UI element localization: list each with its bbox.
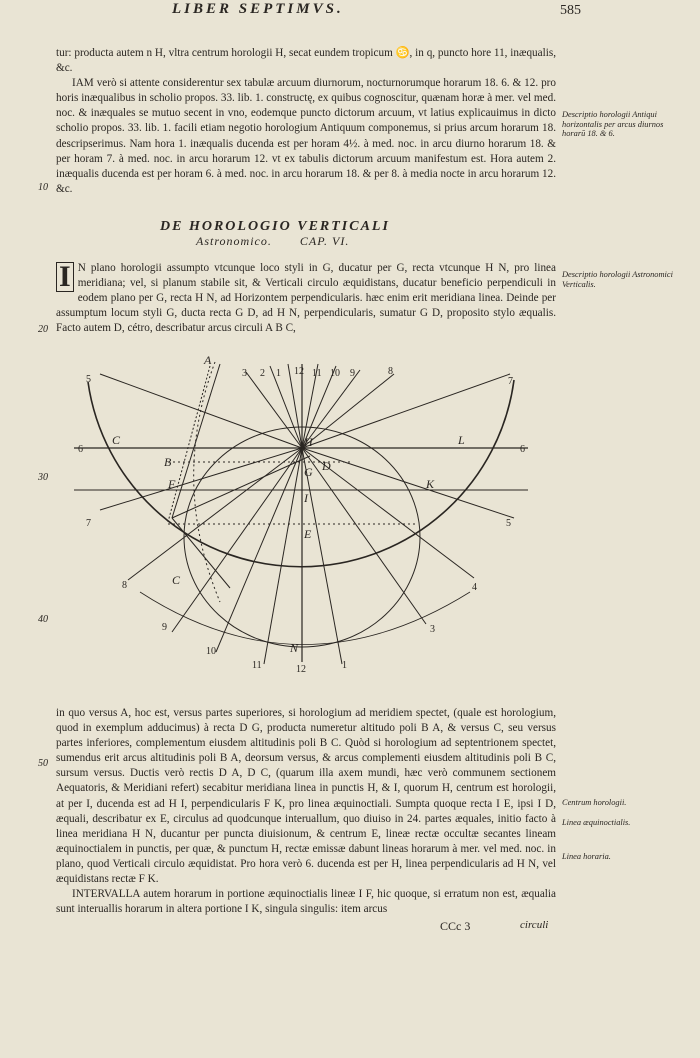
outer-arc <box>88 380 514 567</box>
section-title: DE HOROLOGIO VERTICALI <box>160 219 390 234</box>
label-g: G <box>304 465 313 479</box>
hour-label: 5 <box>86 374 91 385</box>
hour-label: 12 <box>296 664 306 675</box>
margin-note-2: Descriptio horologii Astronomici Verticalis. <box>562 270 673 289</box>
chapter-text: N plano horologii assumpto vtcunque loco styli in G, ducatur per G, recta vtcunque H N, pro linea meridiana; vel, si planum stabile sit, & Verticali circulo æquidistans, ducatur beneficio perpendiculi in eodem plano per G, recta H N, ad Horizontem perpendicularis. hæc enim erit meridiana linea. Deinde per assumptum locum styli G, ducta recta G D, ad H N, perpendicularis, sumatur G D, proposito stylo æqualis. Facto autem D, cétro, describatur arcus circuli A B C, <box>56 262 556 335</box>
hour-label: 1 <box>276 368 281 379</box>
page-number: 585 <box>560 3 581 18</box>
label-b: B <box>164 455 172 469</box>
hour-label: 3 <box>242 368 247 379</box>
hour-label: 4 <box>472 582 477 593</box>
label-l: L <box>458 433 465 447</box>
label-f: F <box>168 477 176 491</box>
hour-label: 6 <box>78 444 83 455</box>
line-number: 50 <box>38 758 48 769</box>
top-paragraph <box>56 46 556 197</box>
lower-paragraphs <box>56 706 556 917</box>
hour-label: 11 <box>312 368 322 379</box>
hour-label: 1 <box>342 660 347 671</box>
line-number: 20 <box>38 324 48 335</box>
margin-note-4: Linea æquinoctialis. <box>562 818 631 827</box>
chapter-paragraph <box>56 261 556 336</box>
arc-abc <box>194 362 220 602</box>
label-n: N <box>290 641 299 655</box>
margin-note-1: Descriptio horologii Antiqui horizontalis per arcus diurnos horarū 18. & 6. <box>562 110 664 139</box>
label-c-left: C <box>112 433 121 447</box>
margin-note-3: Centrum horologii. <box>562 798 627 807</box>
paragraph-in-quo: in quo versus A, hoc est, versus partes superiores, si horologium ad meridiem spectet, (quale est horologium, quod in exemplum adducimus) à recta D G, producta numeretur altitudo poli B A, & versus C, seu versus partes inferiores, complementum eiusdem altitudinis poli B C. Quòd si horologium ad septentrionem spectet, sumendus erit arcus altitudinis poli B A, deorsum versus, & arcus complementi eiusdem altitudinis poli B C, sursum versus. Ductis verò rectis D A, D C, (quarum illa axem mundi, hæc verò communem sectionem Aequatoris, & Meridiani refert) secabitur meridiana linea in punctis H, & I, quorum H, centrum est horologii, at per I, ducenda est ad H I, perpendicularis F K, pro linea æquinoctiali. Sumpta quoque recta I E, ipsi I D, æquali, describatur ex E, circulus ad quodcunque interuallum, quo diuiso in 24. partes æquales, initio facto à linea meridiana H N, ducantur per puncta diuisionum, & centrum E, lineæ rectæ occultæ secantes lineam æquinoctialem in punctis, per quæ, & punctum H, rectæ emissæ dabunt lineas horarum à mer. vel med. noc. in plano, quod Verticali circulo æquidistat. Pro hora verò 6. ducenda est per H, linea perpendicularis ad H N, vel æquidistans rectæ F K. <box>56 707 556 886</box>
label-d: D <box>322 459 331 473</box>
line-number: 30 <box>38 472 48 483</box>
paragraph-continuation: tur: producta autem n H, vltra centrum horologii H, secat eundem tropicum ♋, in q, puncto hore 11, inæqualis, &c. <box>56 47 556 75</box>
line-number: 10 <box>38 182 48 193</box>
signature-mark: CCc 3 <box>440 919 471 933</box>
paragraph-iam: IAM verò si attente considerentur sex tabulæ arcuum diurnorum, nocturnorumque horarum 18. 6. & 12. pro horis inæqualibus in scholio propos. 33. lib. 1. constructę, ex quibus cognoscitur, quænam horæ à mer. vel med. noc. & inæquales se mutuo secent in vno, eodemque puncto dictorum arcuum, vt latius explicauimus in dicto scholio propos. 33. lib. 1. facili etiam negotio horologium Antiquum componemus, si prius arcum horarum 18. descripserimus. Nam hora 1. inæqualis ducenda est per horam 4½. à med. noc. in arcu diurno horarum 18. & per horam 7. à med. noc. in arcu horarum 12. vt ex tabulis dictorum arcuum manifestum est. Hora autem 2. inæqualis ducenda est per horam 6. à med. noc. in arcu horarum 18. & per 8. à media nocte in arcu horarum 12. &c. <box>56 77 556 195</box>
label-k: K <box>426 477 435 491</box>
hour-label: 9 <box>350 368 355 379</box>
hour-label: 9 <box>162 622 167 633</box>
hour-label: 10 <box>206 646 216 657</box>
paragraph-intervalla: INTERVALLA autem horarum in portione æquinoctialis lineæ I F, hic quoque, si erratum non est, æqualia sunt interuallis horarum in altera portione I K, singula singulis: item arcus <box>56 888 556 916</box>
hour-label: 8 <box>388 366 393 377</box>
hour-label: 11 <box>252 660 262 671</box>
drop-capital: I <box>56 262 74 292</box>
hour-label: 7 <box>86 518 91 529</box>
hour-label: 8 <box>122 580 127 591</box>
label-e: E <box>304 527 312 541</box>
sundial-diagram <box>60 352 550 682</box>
hour-label: 2 <box>260 368 265 379</box>
hour-label: 3 <box>430 624 435 635</box>
running-header: LIBER SEPTIMVS. <box>172 1 344 17</box>
label-a: A <box>204 353 212 367</box>
hour-label: 12 <box>294 366 304 377</box>
label-h: H <box>304 435 313 449</box>
section-subtitle: Astronomico. CAP. VI. <box>196 234 350 248</box>
line-number: 40 <box>38 614 48 625</box>
label-c: C <box>172 573 181 587</box>
label-i: I <box>304 491 308 505</box>
hour-label: 6 <box>520 444 525 455</box>
hour-label: 7 <box>508 376 513 387</box>
hour-label: 5 <box>506 518 511 529</box>
margin-note-5: Linea horaria. <box>562 852 611 861</box>
catchword: circuli <box>520 919 549 931</box>
hour-label: 10 <box>330 368 340 379</box>
